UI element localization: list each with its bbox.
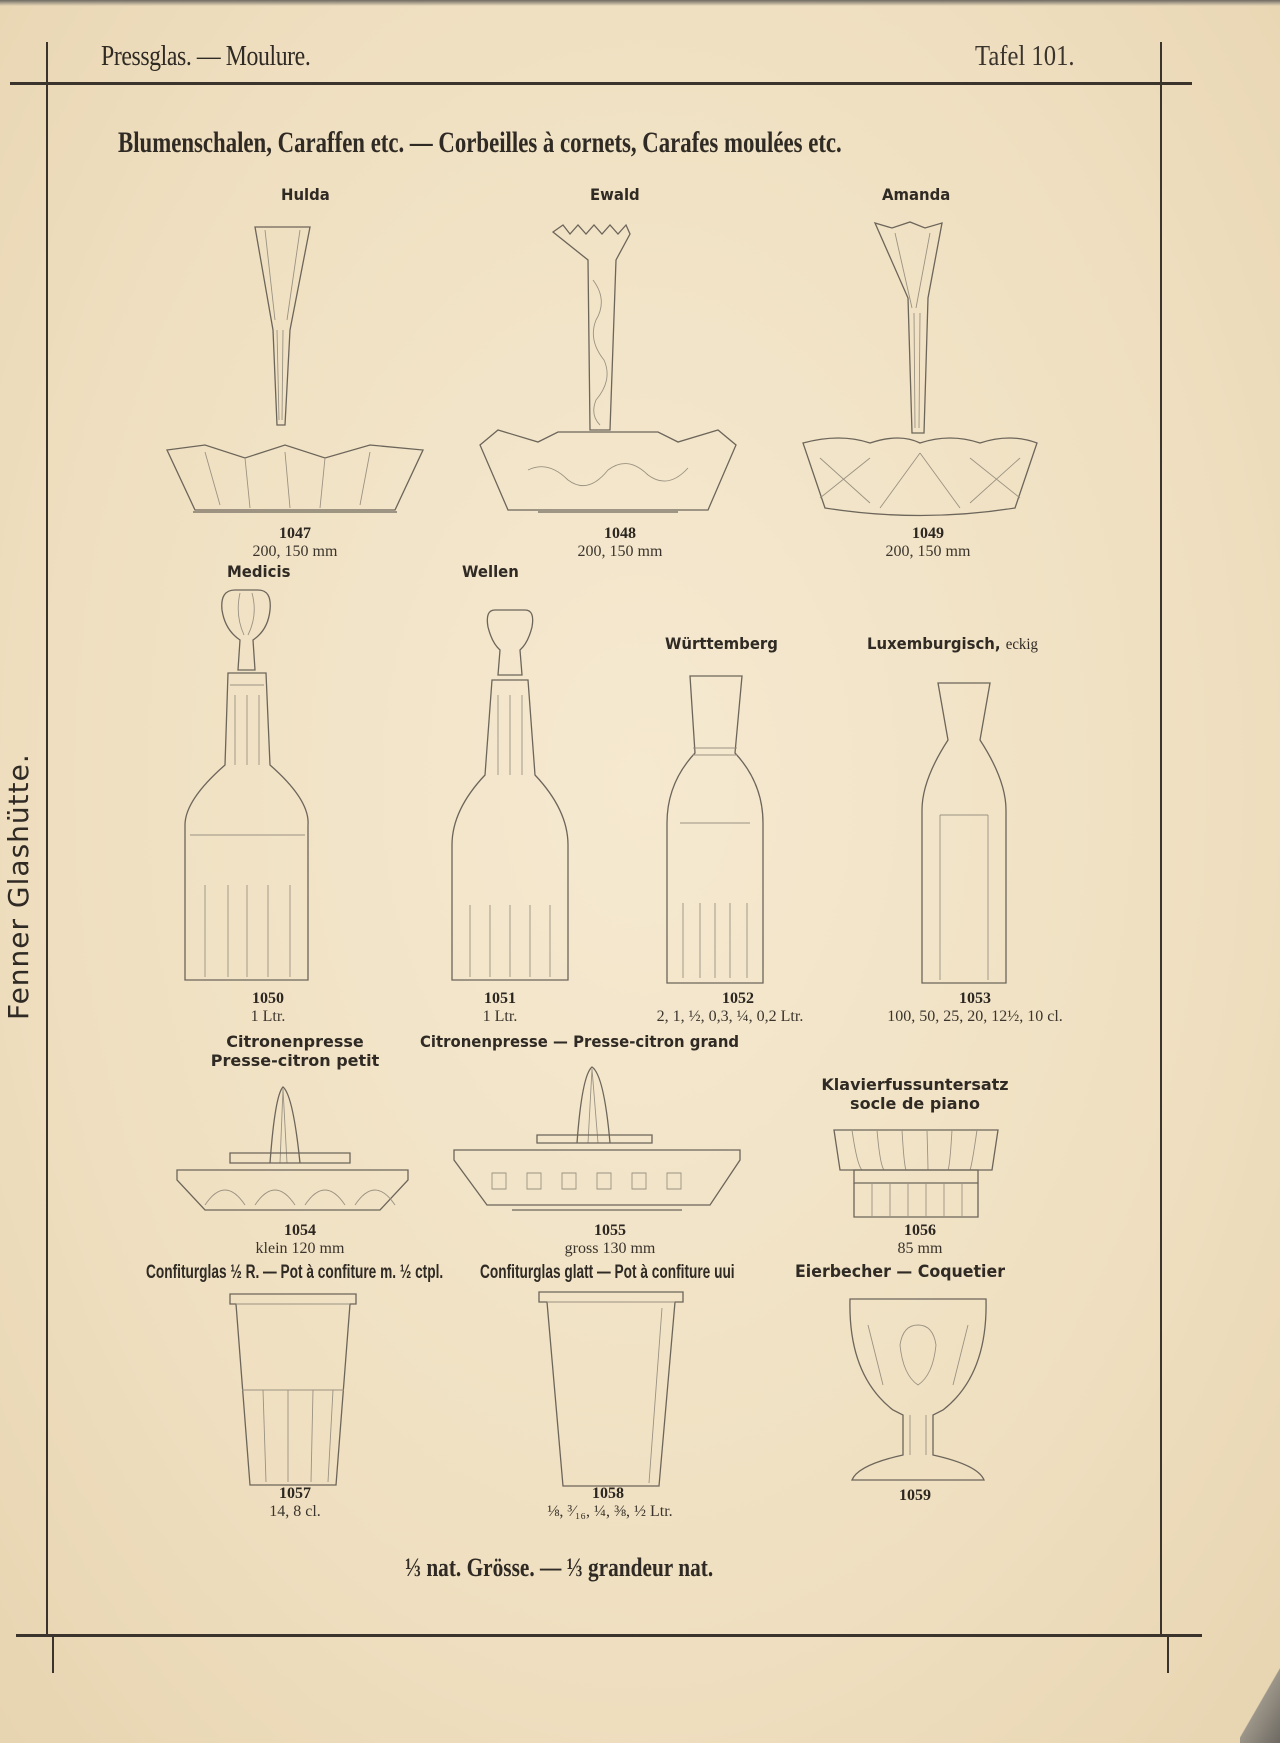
item-number-1056: 1056 [904, 1222, 936, 1239]
item-name-1056-line2: socle de piano [850, 1094, 980, 1113]
illustration-hulda-flower-bowl [165, 220, 425, 520]
page-corner-fold [1240, 1623, 1280, 1743]
item-name-hulda: Hulda [281, 185, 330, 204]
illustration-amanda-flower-bowl [800, 218, 1040, 523]
item-size-1049: 200, 150 mm [885, 543, 971, 560]
item-number-1047: 1047 [279, 525, 311, 542]
item-name-wuerttemberg: Württemberg [665, 634, 778, 653]
item-size-1048: 200, 150 mm [577, 543, 663, 560]
footer-rule [16, 1634, 1202, 1637]
page-subtitle: Blumenschalen, Caraffen etc. — Corbeilles à cornets, Carafes moulées etc. [118, 126, 842, 159]
item-size-1047: 200, 150 mm [252, 543, 338, 560]
frame-right-bottom [1167, 1637, 1169, 1673]
item-name-amanda: Amanda [882, 185, 951, 204]
item-size-1054: klein 120 mm [255, 1240, 345, 1257]
item-number-1049: 1049 [912, 525, 944, 542]
item-name-eierbecher: Eierbecher — Coquetier [795, 1262, 1006, 1282]
item-name-ewald: Ewald [590, 185, 640, 204]
item-name-klavierfussuntersatz [810, 1075, 1020, 1113]
illustration-lemon-press-large [452, 1065, 742, 1215]
illustration-lemon-press-small [175, 1085, 410, 1215]
item-number-1052: 1052 [722, 990, 754, 1007]
item-name-wellen: Wellen [462, 562, 519, 581]
catalog-section-title: Pressglas. — Moulure. [101, 40, 311, 72]
illustration-wellen-carafe [450, 605, 570, 985]
item-name-confiturglas-glatt: Confiturglas glatt — Pot à confiture uui [480, 1262, 735, 1283]
plate-number: Tafel 101. [975, 40, 1075, 72]
scale-note: ⅓ nat. Grösse. — ⅓ grandeur nat. [405, 1553, 714, 1582]
item-number-1053: 1053 [959, 990, 991, 1007]
header-rule [10, 82, 1192, 85]
illustration-jam-jar-fluted [228, 1290, 358, 1490]
item-size-1056: 85 mm [897, 1240, 943, 1257]
item-number-1051: 1051 [484, 990, 516, 1007]
item-name-1056-line1: Klavierfussuntersatz [821, 1075, 1009, 1094]
item-name-citronenpresse-grand: Citronenpresse — Presse-citron grand [420, 1032, 740, 1051]
item-size-1050: 1 Ltr. [250, 1008, 286, 1025]
item-size-1053: 100, 50, 25, 20, 12½, 10 cl. [887, 1008, 1063, 1025]
item-name-luxemburgisch-text: Luxemburgisch, [867, 634, 1001, 653]
manufacturer-label: Fenner Glashütte. [2, 753, 35, 1020]
page-edge-shadow [0, 0, 1280, 6]
illustration-ewald-flower-bowl [478, 220, 738, 520]
item-number-1058: 1058 [592, 1485, 624, 1502]
item-size-1055: gross 130 mm [564, 1240, 656, 1257]
item-size-1052: 2, 1, ½, 0,3, ¼, 0,2 Ltr. [656, 1008, 804, 1025]
item-name-citronenpresse-petit [195, 1032, 395, 1070]
item-number-1055: 1055 [594, 1222, 626, 1239]
item-name-1054-line2: Presse-citron petit [210, 1051, 380, 1070]
illustration-piano-socle [832, 1125, 1000, 1220]
item-name-luxemburgisch [867, 634, 1038, 654]
illustration-jam-jar-plain [537, 1288, 685, 1490]
illustration-egg-cup [848, 1295, 988, 1485]
frame-left [46, 85, 48, 1634]
item-number-1057: 1057 [279, 1485, 311, 1502]
illustration-luxemburgisch-carafe [920, 680, 1008, 985]
item-number-1054: 1054 [284, 1222, 316, 1239]
frame-left-top [46, 42, 48, 82]
item-number-1048: 1048 [604, 525, 636, 542]
illustration-wuerttemberg-carafe [665, 673, 765, 985]
item-size-1057: 14, 8 cl. [269, 1503, 321, 1520]
item-size-1058: ⅛, ³⁄₁₆, ¼, ⅜, ½ Ltr. [547, 1503, 673, 1520]
item-name-luxemburgisch-suffix: eckig [1005, 636, 1038, 653]
frame-right-top [1160, 42, 1162, 82]
item-name-1054-line1: Citronenpresse [226, 1032, 364, 1051]
item-number-1050: 1050 [252, 990, 284, 1007]
item-number-1059: 1059 [899, 1487, 931, 1504]
frame-right [1160, 85, 1162, 1634]
frame-left-bottom [52, 1637, 54, 1673]
illustration-medicis-carafe [180, 585, 315, 985]
item-name-medicis: Medicis [227, 562, 291, 581]
item-size-1051: 1 Ltr. [482, 1008, 518, 1025]
item-name-confiturglas-half: Confiturglas ½ R. — Pot à confiture m. ½ ctpl. [146, 1262, 444, 1283]
